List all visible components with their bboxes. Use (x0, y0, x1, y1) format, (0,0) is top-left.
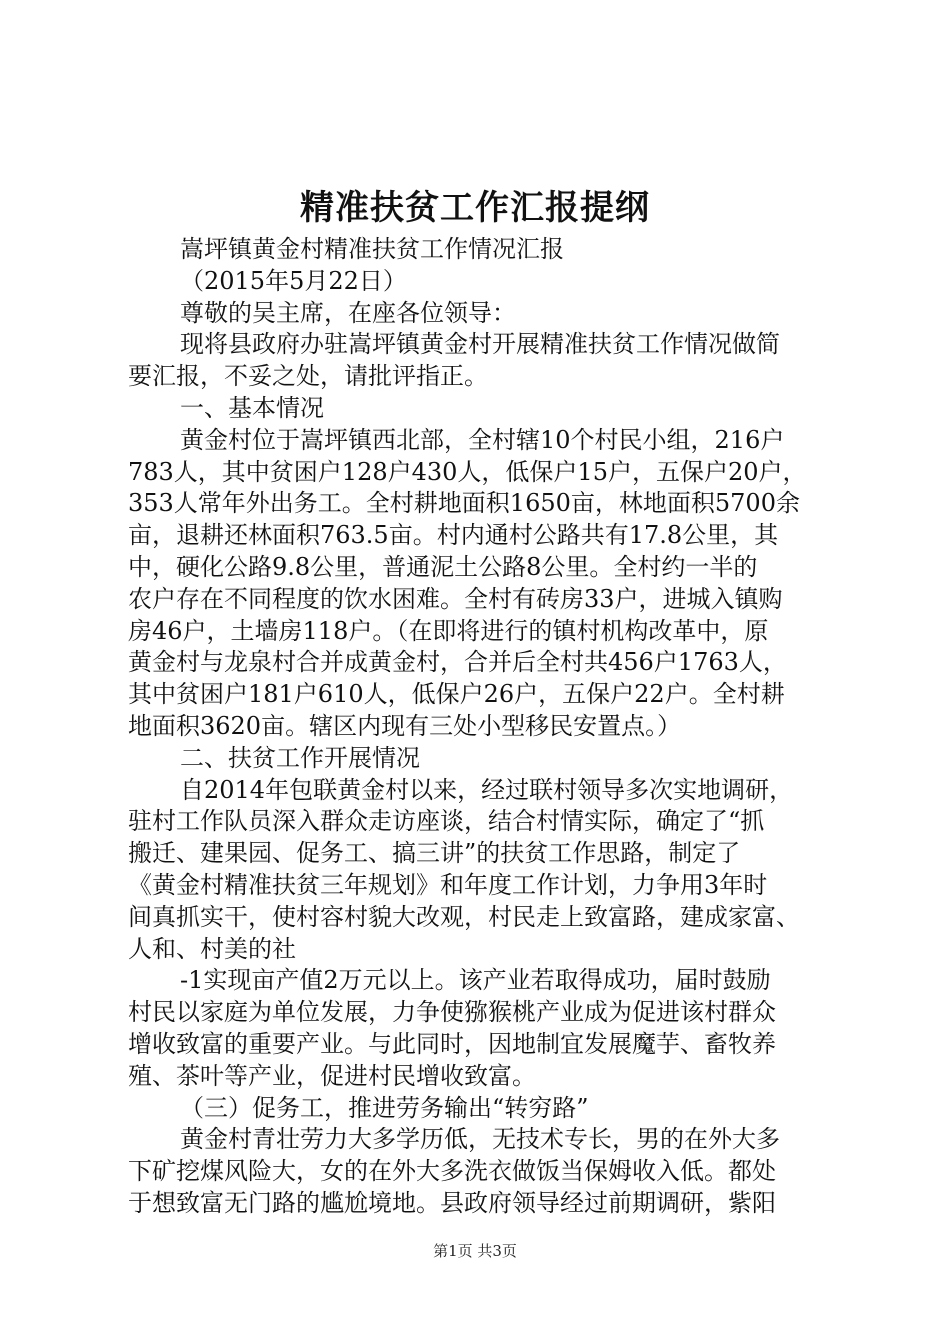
paragraph-line: 村民以家庭为单位发展，力争使猕猴桃产业成为促进该村群众 (128, 998, 776, 1027)
paragraph-line: 黄金村与龙泉村合并成黄金村，合并后全村共456户1763人， (128, 648, 787, 677)
date-line: （2015年5月22日） (180, 266, 407, 295)
paragraph-line: 现将县政府办驻嵩坪镇黄金村开展精准扶贫工作情况做简 (180, 330, 780, 359)
paragraph-line: 人和、村美的社 (128, 934, 296, 963)
section-heading: （三）促务工，推进劳务输出“转穷路” (180, 1093, 589, 1122)
paragraph-line: 自2014年包联黄金村以来，经过联村领导多次实地调研， (180, 775, 794, 804)
paragraph-line: 黄金村位于嵩坪镇西北部，全村辖10个村民小组，216户 (180, 425, 785, 454)
paragraph-line: 地面积3620亩。辖区内现有三处小型移民安置点。） (128, 711, 682, 740)
document-body (128, 234, 834, 1220)
paragraph-line: 黄金村青壮劳力大多学历低，无技术专长，男的在外大多 (180, 1125, 780, 1154)
paragraph-line: 搬迁、建果园、促务工、搞三讲”的扶贫工作思路，制定了 (128, 839, 741, 868)
paragraph-line: 殖、茶叶等产业，促进村民增收致富。 (128, 1061, 536, 1090)
paragraph-line: 房46户，土墙房118户。（在即将进行的镇村机构改革中，原 (128, 616, 769, 645)
paragraph-line: 农户存在不同程度的饮水困难。全村有砖房33户，进城入镇购 (128, 584, 783, 613)
paragraph-line: 要汇报，不妥之处，请批评指正。 (128, 362, 488, 391)
page-footer: 第1页 共3页 (433, 1242, 517, 1260)
section-heading: 一、基本情况 (180, 393, 324, 422)
paragraph-line: 《黄金村精准扶贫三年规划》和年度工作计划，力争用3年时 (128, 870, 768, 899)
paragraph-line: 中，硬化公路9.8公里，普通泥土公路8公里。全村约一半的 (128, 552, 758, 581)
paragraph-line: 353人常年外出务工。全村耕地面积1650亩，林地面积5700余 (128, 489, 800, 518)
salutation-line: 尊敬的吴主席，在座各位领导： (180, 298, 516, 327)
paragraph-line: 亩，退耕还林面积763.5亩。村内通村公路共有17.8公里，其 (128, 521, 779, 550)
subtitle-line: 嵩坪镇黄金村精准扶贫工作情况汇报 (180, 235, 564, 263)
paragraph-line: 增收致富的重要产业。与此同时，因地制宜发展魔芋、畜牧养 (128, 1029, 776, 1058)
paragraph-line: 于想致富无门路的尴尬境地。县政府领导经过前期调研，紫阳 (128, 1188, 776, 1217)
paragraph-line: 驻村工作队员深入群众走访座谈，结合村情实际，确定了“抓 (128, 807, 765, 836)
paragraph-line: 783人，其中贫困户128户430人，低保户15户，五保户20户， (128, 457, 807, 486)
paragraph-line: -1实现亩产值2万元以上。该产业若取得成功，届时鼓励 (180, 966, 771, 995)
paragraph-line: 间真抓实干，使村容村貌大改观，村民走上致富路，建成家富、 (128, 902, 800, 931)
document-title: 精准扶贫工作汇报提纲 (300, 188, 650, 228)
section-heading: 二、扶贫工作开展情况 (180, 743, 420, 772)
paragraph-line: 下矿挖煤风险大，女的在外大多洗衣做饭当保姆收入低。都处 (128, 1157, 776, 1186)
paragraph-line: 其中贫困户181户610人，低保户26户，五保户22户。全村耕 (128, 680, 785, 709)
